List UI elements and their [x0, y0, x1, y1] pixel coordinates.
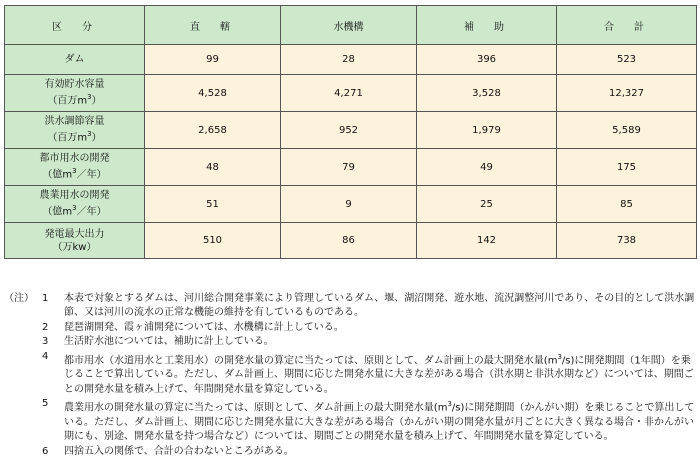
header-total: 合 計 [557, 6, 697, 45]
table-cell: 86 [281, 223, 417, 259]
table-cell: 1,979 [417, 112, 557, 149]
footnote-text: 農業用水の開発水量の算定に当たっては、原則として、ダム計画上の最大開発水量$(m^3/s)$に開発期間（かんがい期）を乗じることで算出している。ただし、ダム計画上、期間に応じた開発水量に大きな差がある場合（かんがい期の開発水量が月ごとに大きく異なる場合・非かんがい期にも、別途、開発水量を持つ場合など）については、期間ごとの開発水量を積み上げて、年間開発水量を算定している。 [64, 400, 695, 443]
footnotes [4, 292, 698, 459]
footnote-number: 2 [42, 321, 49, 333]
table-cell: 99 [145, 45, 281, 75]
row-label-text: 農業用水の開発 [39, 190, 110, 202]
footnote-item [4, 445, 698, 459]
footnote-prefix [4, 350, 42, 398]
row-label [5, 75, 145, 112]
footnote-number: 3 [42, 336, 49, 348]
footnote-text: 本表で対象とするダムは、河川総合開発事業により管理しているダム、堰、湖沼開発、遊水地、流況調整河川であり、その目的として洪水調節、又は河川の流水の正常な機能の維持を有しているものである。 [64, 293, 695, 319]
row-label [5, 45, 145, 75]
footnote-item [4, 350, 698, 398]
row-label-text: 発電最大出力 [44, 228, 105, 240]
table-cell: 2,658 [145, 112, 281, 149]
table-cell: 738 [557, 223, 697, 259]
footnote-prefix [4, 397, 42, 445]
footnote-number: 1 [42, 293, 49, 304]
table-row [5, 149, 697, 186]
footnote-prefix [4, 445, 42, 459]
table-cell: 952 [281, 112, 417, 149]
table-cell: 510 [145, 223, 281, 259]
row-label-text: 都市用水の開発 [39, 153, 110, 165]
row-unit: （百万$m^3$） [47, 130, 102, 144]
footnote-item [4, 335, 698, 349]
footnote-number: 4 [42, 350, 49, 362]
row-unit: （万kw） [52, 241, 97, 253]
table-cell: 9 [281, 186, 417, 223]
table-cell: 51 [145, 186, 281, 223]
table-cell: 85 [557, 186, 697, 223]
table-cell: 142 [417, 223, 557, 259]
footnote-text: 四捨五入の関係で、合計の合わないところがある。 [64, 445, 294, 457]
table-row [5, 223, 697, 259]
table-header-row [5, 6, 697, 45]
footnote-text: 都市用水（水道用水と工業用水）の開発水量の算定に当たっては、原則として、ダム計画上の最大開発水量$(m^3/s)$に開発期間（1年間）を乗じることで算出している。ただし、ダム計画上、期間に応じた開発水量に大きな差がある場合（洪水期と非洪水期など）については、期間ごとの開発水量を積み上げて、年間開発水量を算定している。 [64, 352, 694, 395]
table-cell: 12,327 [557, 75, 697, 112]
footnote-prefix: （注） [4, 293, 34, 304]
dam-statistics-table [4, 5, 697, 259]
table-cell: 28 [281, 45, 417, 75]
table-cell: 79 [281, 149, 417, 186]
footnote-number: 6 [42, 445, 49, 457]
table-row [5, 75, 697, 112]
footnote-number: 5 [42, 398, 49, 410]
table-row [5, 45, 697, 75]
row-label [5, 112, 145, 149]
row-label [5, 149, 145, 186]
table-cell: 523 [557, 45, 697, 75]
table-cell: 3,528 [417, 75, 557, 112]
table-cell: 175 [557, 149, 697, 186]
footnote-item [4, 397, 698, 445]
table-cell: 25 [417, 186, 557, 223]
row-label [5, 186, 145, 223]
table-row [5, 112, 697, 149]
table-cell: 5,589 [557, 112, 697, 149]
footnote-prefix [4, 321, 42, 335]
footnote-item [4, 292, 698, 321]
table-cell: 396 [417, 45, 557, 75]
row-label-text: 洪水調節容量 [44, 116, 105, 128]
footnote-text: 生活貯水池については、補助に計上している。 [64, 336, 274, 348]
table-cell: 4,271 [281, 75, 417, 112]
footnote-item [4, 321, 698, 335]
header-category: 区 分 [5, 6, 145, 45]
row-unit: （百万$m^3$） [47, 93, 102, 107]
row-label-text: ダム [64, 54, 85, 65]
table-row [5, 186, 697, 223]
row-unit: （億$m^3/$年） [42, 167, 107, 181]
table-cell: 48 [145, 149, 281, 186]
header-direct: 直 轄 [145, 6, 281, 45]
header-subsidy: 補 助 [417, 6, 557, 45]
footnote-text: 琵琶湖開発、霞ヶ浦開発については、水機構に計上している。 [64, 321, 344, 333]
row-label [5, 223, 145, 259]
row-unit: （億$m^3/$年） [42, 204, 107, 218]
table-cell: 49 [417, 149, 557, 186]
row-label-text: 有効貯水容量 [44, 79, 105, 91]
header-water-agency: 水機構 [281, 6, 417, 45]
footnote-prefix [4, 335, 42, 349]
table-cell: 4,528 [145, 75, 281, 112]
